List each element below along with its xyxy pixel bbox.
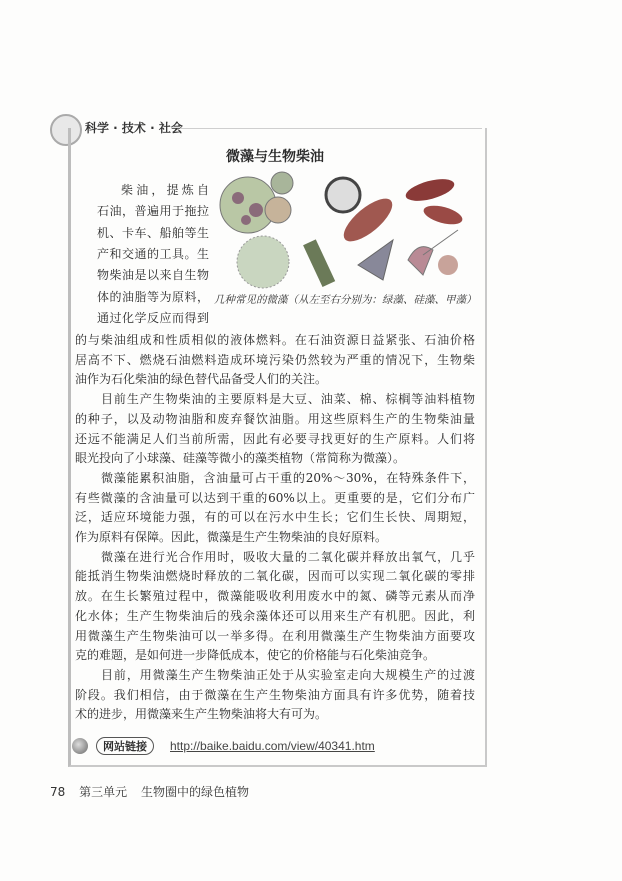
text-line: 微藻能累积油脂，含油量可占干重的20%～30%，在特殊条件下， xyxy=(101,470,475,485)
text-line: 用微藻生产生物柴油可以一举多得。在利用微藻生产生物柴油方面要攻 xyxy=(75,628,475,643)
globe-icon xyxy=(72,738,88,754)
web-link-label: 网站链接 xyxy=(96,737,154,755)
text-line: 的与柴油组成和性质相似的液体燃料。在石油资源日益紧张、石油价格 xyxy=(75,333,475,347)
text-line: 还远不能满足人们当前所需，因此有必要寻找更好的生产原料。人们将 xyxy=(75,431,475,446)
web-link[interactable] xyxy=(72,737,375,755)
text-line: 微藻在进行光合作用时，吸收大量的二氧化碳并释放出氧气，几乎 xyxy=(101,549,475,564)
green-algae-illustration xyxy=(220,172,293,288)
text-line: 柴油，提炼自 xyxy=(121,183,209,197)
text-line: 通过化学反应而得到 xyxy=(97,310,209,325)
article-title: 微藻与生物柴油 xyxy=(226,149,324,165)
text-line: 放。在生长繁殖过程中，微藻能吸收利用废水中的氮、磷等元素从而净 xyxy=(75,589,475,604)
text-line: 体的油脂等为原料， xyxy=(97,289,209,304)
text-line: 居高不下、燃烧石油燃料造成环境污染仍然较为严重的情况下，生物柴 xyxy=(75,352,475,367)
dinoflagellate-illustration xyxy=(404,175,465,275)
section-label: 科学 · 技术 · 社会 xyxy=(85,121,183,135)
web-link-url[interactable]: http://baike.baidu.com/view/40341.htm xyxy=(170,739,375,753)
text-line: 有些微藻的含油量可以达到干重的60%以上。更重要的是，它们分布广 xyxy=(75,490,475,505)
page-footer xyxy=(50,783,259,800)
text-line: 目前生产生物柴油的主要原料是大豆、油菜、棉、棕榈等油料植物 xyxy=(101,392,475,407)
text-line: 泛，适应环境能力强，有的可以在污水中生长；它们生长快、周期短， xyxy=(75,510,475,525)
text-line: 阶段。我们相信，由于微藻在生产生物柴油方面具有许多优势，随着技 xyxy=(75,687,475,702)
diatom-illustration xyxy=(303,178,399,287)
unit-label: 第三单元 xyxy=(79,785,128,799)
text-line: 机、卡车、船舶等生 xyxy=(97,225,209,240)
text-line: 油作为石化柴油的绿色替代品备受人们的关注。 xyxy=(75,372,328,387)
chapter-label: 生物圈中的绿色植物 xyxy=(140,785,249,799)
text-line: 产和交通的工具。生 xyxy=(97,246,209,261)
text-line: 术的进步，用微藻来生产生物柴油将大有可为。 xyxy=(75,707,328,722)
text-line: 作为原料有保障。因此，微藻是生产生物柴油的良好原料。 xyxy=(75,530,388,544)
text-line: 石油，普遍用于拖拉 xyxy=(97,204,209,219)
microalgae-figure xyxy=(218,170,473,290)
text-line: 克的难题，是如何进一步降低成本，使它的价格能与石化柴油竞争。 xyxy=(75,648,436,663)
page-number: 78 xyxy=(50,785,66,799)
text-line: 物柴油是以来自生物 xyxy=(97,268,209,283)
text-line: 眼光投向了小球藻、硅藻等微小的藻类植物（常简称为微藻）。 xyxy=(75,451,406,466)
text-line: 能抵消生物柴油燃烧时释放的二氧化碳，因而可以实现二氧化碳的零排 xyxy=(75,569,475,584)
text-line: 目前，用微藻生产生物柴油正处于从实验室走向大规模生产的过渡 xyxy=(101,667,475,682)
text-line: 化水体；生产生物柴油后的残余藻体还可以用来生产有机肥。因此，利 xyxy=(75,608,475,623)
text-line: 的种子，以及动物油脂和废弃餐饮油脂。用这些原料生产的生物柴油量 xyxy=(75,411,475,426)
figure-caption: 几种常见的微藻（从左至右分别为：绿藻、硅藻、甲藻） xyxy=(214,294,477,306)
